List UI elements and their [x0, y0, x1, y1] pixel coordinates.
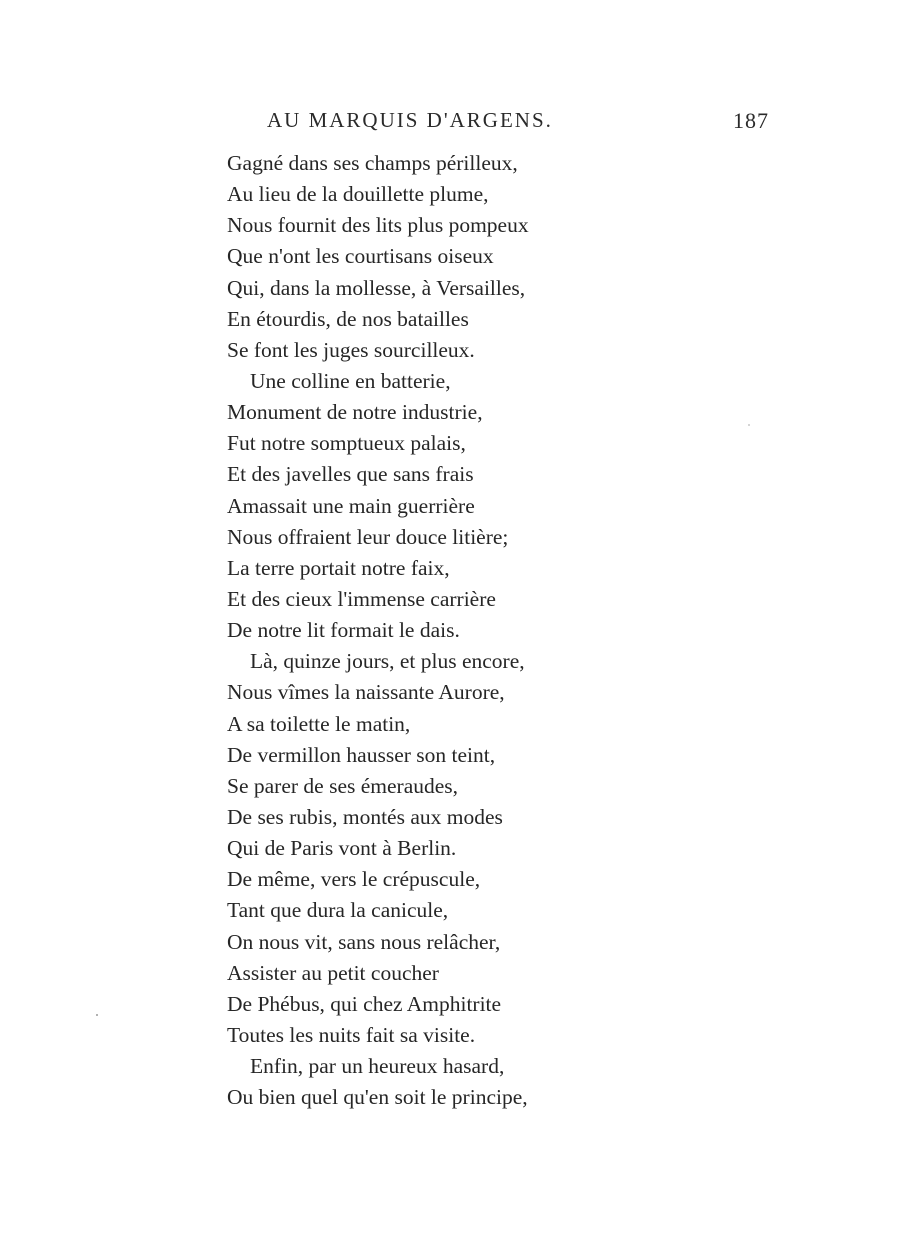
- verse-line: Enfin, par un heureux hasard,: [250, 1054, 505, 1079]
- verse-line: De vermillon hausser son teint,: [227, 742, 496, 767]
- verse-line: Se font les juges sourcilleux.: [227, 337, 475, 362]
- running-title: AU MARQUIS D'ARGENS.: [267, 108, 553, 132]
- verse-line: Au lieu de la douillette plume,: [227, 182, 489, 207]
- verse-line: Là, quinze jours, et plus encore,: [250, 649, 525, 674]
- verse-line: La terre portait notre faix,: [227, 555, 450, 580]
- verse-line: De même, vers le crépuscule,: [227, 867, 481, 892]
- verse-line: Qui, dans la mollesse, à Versailles,: [227, 275, 526, 300]
- verse-line: Que n'ont les courtisans oiseux: [227, 244, 494, 269]
- verse-line: Se parer de ses émeraudes,: [227, 773, 459, 798]
- verse-line: Tant que dura la canicule,: [227, 898, 449, 923]
- verse-line: Gagné dans ses champs périlleux,: [227, 151, 518, 175]
- verse-line: On nous vit, sans nous relâcher,: [227, 929, 501, 954]
- verse-line: Nous offraient leur douce litière;: [227, 524, 509, 549]
- verse-line: Ou bien quel qu'en soit le principe,: [227, 1085, 528, 1110]
- verse-line: Assister au petit coucher: [227, 960, 439, 985]
- paper-speck: [96, 1014, 98, 1016]
- paper-speck: [748, 424, 750, 426]
- verse-line: Monument de notre industrie,: [227, 400, 483, 425]
- verse-line: Et des javelles que sans frais: [227, 462, 474, 487]
- verse-line: Une colline en batterie,: [250, 368, 451, 393]
- verse-line: De Phébus, qui chez Amphitrite: [227, 991, 502, 1016]
- verse-line: Fut notre somptueux palais,: [227, 431, 466, 456]
- verse-line: Nous fournit des lits plus pompeux: [227, 213, 529, 238]
- verse-line: De ses rubis, montés aux modes: [227, 804, 503, 829]
- verse-line: Qui de Paris vont à Berlin.: [227, 836, 457, 861]
- verse-line: Amassait une main guerrière: [227, 493, 475, 518]
- verse-line: Nous vîmes la naissante Aurore,: [227, 680, 505, 705]
- verse-line: En étourdis, de nos batailles: [227, 306, 469, 331]
- verse-line: Et des cieux l'immense carrière: [227, 586, 496, 611]
- verse-line: De notre lit formait le dais.: [227, 618, 460, 643]
- verse-line: A sa toilette le matin,: [227, 711, 411, 736]
- poem-verse: [227, 148, 529, 1113]
- page-number: 187: [733, 108, 769, 133]
- verse-line: Toutes les nuits fait sa visite.: [227, 1022, 476, 1047]
